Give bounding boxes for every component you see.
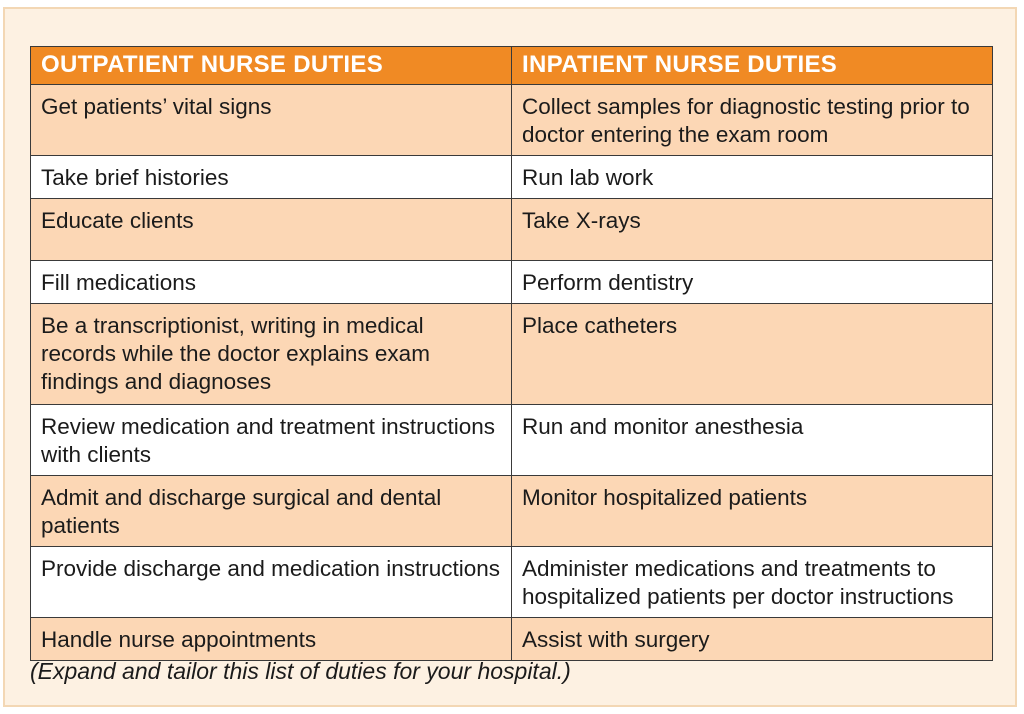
inpatient-duty: Perform dentistry xyxy=(512,261,993,304)
inpatient-duty: Run and monitor anesthesia xyxy=(512,405,993,476)
table-row xyxy=(31,261,993,304)
table-header-row xyxy=(31,47,993,85)
inpatient-duty: Assist with surgery xyxy=(512,618,993,661)
inpatient-duty: Place catheters xyxy=(512,304,993,405)
table-row xyxy=(31,199,993,261)
header-outpatient: OUTPATIENT NURSE DUTIES xyxy=(31,47,512,85)
inpatient-duty: Run lab work xyxy=(512,156,993,199)
inpatient-duty: Collect samples for diagnostic testing prior to doctor entering the exam room xyxy=(512,85,993,156)
inpatient-duty: Monitor hospitalized patients xyxy=(512,476,993,547)
table-row xyxy=(31,156,993,199)
table-row xyxy=(31,304,993,405)
header-inpatient: INPATIENT NURSE DUTIES xyxy=(512,47,993,85)
outpatient-duty: Take brief histories xyxy=(31,156,512,199)
outpatient-duty: Review medication and treatment instructions with clients xyxy=(31,405,512,476)
outpatient-duty: Admit and discharge surgical and dental patients xyxy=(31,476,512,547)
table-row xyxy=(31,85,993,156)
outpatient-duty: Be a transcriptionist, writing in medical records while the doctor explains exam findings and diagnoses xyxy=(31,304,512,405)
footnote: (Expand and tailor this list of duties for your hospital.) xyxy=(30,658,571,684)
outpatient-duty: Handle nurse appointments xyxy=(31,618,512,661)
outpatient-duty: Educate clients xyxy=(31,199,512,261)
table-row xyxy=(31,476,993,547)
table-row xyxy=(31,547,993,618)
inpatient-duty: Administer medications and treatments to hospitalized patients per doctor instructions xyxy=(512,547,993,618)
outpatient-duty: Get patients’ vital signs xyxy=(31,85,512,156)
table-row xyxy=(31,618,993,661)
outpatient-duty: Provide discharge and medication instructions xyxy=(31,547,512,618)
duties-table xyxy=(30,46,993,661)
outpatient-duty: Fill medications xyxy=(31,261,512,304)
inpatient-duty: Take X-rays xyxy=(512,199,993,261)
table-row xyxy=(31,405,993,476)
